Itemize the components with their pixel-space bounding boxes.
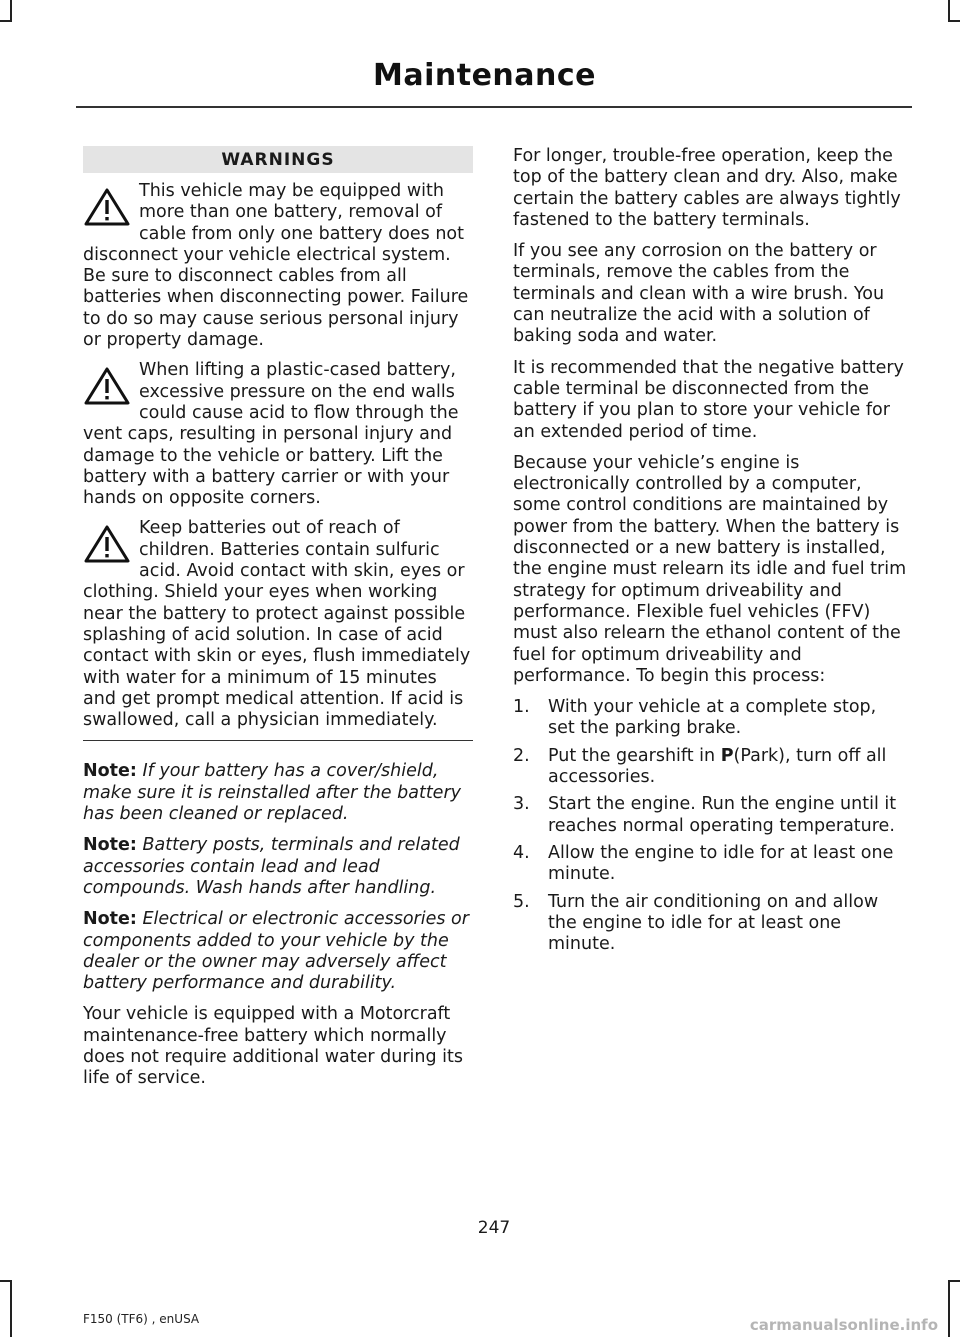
header-divider bbox=[76, 106, 912, 108]
left-column bbox=[83, 146, 473, 1100]
footer-model-code: F150 (TF6) , enUSA bbox=[83, 1312, 200, 1326]
crop-mark bbox=[948, 20, 960, 22]
warning-triangle-icon bbox=[83, 187, 131, 227]
body-paragraph: It is recommended that the negative battery cable terminal be disconnected from the battery if you plan to store your vehicle for an extended period of time. bbox=[513, 357, 904, 442]
warning-text: This vehicle may be equipped with more than one battery, removal of cable from only one battery does not disconnect your vehicle electrical system. Be sure to disconnect cables from all batteries when disconnecting power. Failure to do so may cause serious personal injury or property damage. bbox=[83, 181, 469, 351]
step-number: 4. bbox=[513, 842, 530, 863]
crop-mark bbox=[10, 1280, 12, 1337]
step-text: Start the engine. Run the engine until it reaches normal operating temperature. bbox=[548, 794, 897, 836]
body-paragraph: If you see any corrosion on the battery or terminals, remove the cables from the terminals and clean with a wire brush. You can neutralize the acid with a solution of baking soda and water. bbox=[513, 241, 885, 347]
warnings-divider bbox=[83, 740, 473, 741]
note-label: Note: bbox=[83, 835, 137, 856]
warning-text: When lifting a plastic-cased battery, excessive pressure on the end walls could cause acid to flow through the vent caps, resulting in personal injury and damage to the vehicle or battery. Lift the battery with a battery carrier or with your hands on opposite corners. bbox=[83, 360, 459, 509]
step-text-pre: Put the gearshift in bbox=[548, 745, 721, 766]
body-paragraph: Your vehicle is equipped with a Motorcraft maintenance-free battery which normally does not require additional water during its life of service. bbox=[83, 1004, 464, 1089]
crop-mark bbox=[948, 1280, 950, 1337]
step-text bbox=[548, 746, 907, 789]
list-item bbox=[513, 892, 907, 956]
note-paragraph bbox=[83, 761, 473, 825]
watermark: carmanualsonline.info bbox=[749, 1316, 938, 1334]
gear-park-symbol: P bbox=[720, 745, 734, 766]
step-text-post: (Park), turn off all accessories. bbox=[548, 745, 887, 788]
step-number: 3. bbox=[513, 794, 530, 815]
warning-item bbox=[83, 360, 473, 509]
page-title: Maintenance bbox=[372, 58, 596, 93]
crop-mark bbox=[948, 0, 950, 22]
crop-mark bbox=[948, 1280, 960, 1282]
step-text: With your vehicle at a complete stop, set the parking brake. bbox=[548, 697, 877, 739]
warning-text: Keep batteries out of reach of children. Batteries contain sulfuric acid. Avoid contact with skin, eyes or clothing. Shield your eyes when working near the battery to protect against possible splashing of acid solution. In case of acid contact with skin or eyes, flush immediately with water for a minimum of 15 minutes and get prompt medical attention. If acid is swallowed, call a physician immediately. bbox=[83, 518, 471, 731]
right-column bbox=[513, 146, 907, 961]
note-paragraph bbox=[83, 835, 473, 899]
warnings-heading: WARNINGS bbox=[83, 146, 473, 173]
list-item bbox=[513, 746, 907, 789]
list-item bbox=[513, 843, 907, 886]
note-text: Electrical or electronic accessories or components added to your vehicle by the dealer or the owner may adversely affect battery performance and durability. bbox=[83, 909, 469, 994]
body-paragraph: Because your vehicle’s engine is electronically controlled by a computer, some control conditions are maintained by power from the battery. When the battery is disconnected or a new battery is installed, the engine must relearn its idle and fuel trim strategy for optimum driveability and performance. Flexible fuel vehicles (FFV) must also relearn the ethanol content of the fuel for optimum driveability and performance. To begin this process: bbox=[513, 452, 907, 686]
warning-item bbox=[83, 181, 473, 351]
step-number: 5. bbox=[513, 891, 530, 912]
note-text: Battery posts, terminals and related accessories contain lead and lead compounds. Wash hands after handling. bbox=[83, 835, 460, 898]
note-label: Note: bbox=[83, 909, 137, 930]
step-number: 1. bbox=[513, 697, 530, 718]
list-item bbox=[513, 794, 907, 837]
warning-triangle-icon bbox=[83, 366, 131, 406]
note-label: Note: bbox=[83, 761, 137, 782]
body-paragraph: For longer, trouble-free operation, keep the top of the battery clean and dry. Also, make certain the battery cables are always tightly fastened to the battery terminals. bbox=[513, 146, 901, 230]
crop-mark bbox=[0, 20, 12, 22]
warning-item bbox=[83, 518, 473, 731]
step-text: Turn the air conditioning on and allow the engine to idle for at least one minute. bbox=[548, 891, 879, 955]
note-text: If your battery has a cover/shield, make sure it is reinstalled after the battery has been cleaned or replaced. bbox=[83, 761, 462, 825]
procedure-steps bbox=[513, 697, 907, 955]
list-item bbox=[513, 697, 907, 740]
page-number: 247 bbox=[477, 1218, 511, 1238]
step-text: Allow the engine to idle for at least one minute. bbox=[548, 842, 894, 885]
note-paragraph bbox=[83, 909, 473, 994]
crop-mark bbox=[10, 0, 12, 22]
warning-triangle-icon bbox=[83, 524, 131, 564]
crop-mark bbox=[0, 1280, 12, 1282]
step-number: 2. bbox=[513, 745, 530, 766]
